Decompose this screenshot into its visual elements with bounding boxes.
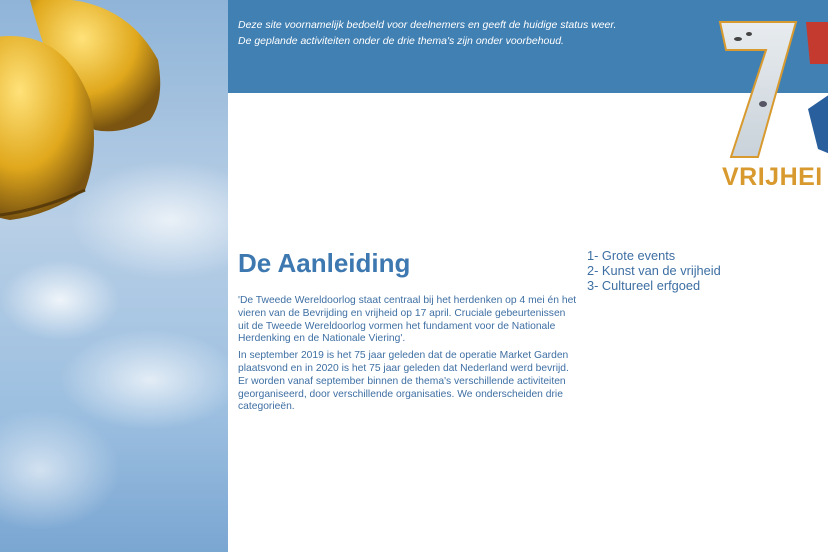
sky-parachute-image bbox=[0, 0, 228, 552]
theme-item: 2- Kunst van de vrijheid bbox=[587, 263, 721, 278]
intro-paragraph-2: In september 2019 is het 75 jaar geleden dat de operatie Market Garden plaatsvond en in 2020 is het 75 jaar geleden dat Nederland werd bevrijd. bbox=[238, 350, 569, 374]
banner-line-2: De geplande activiteiten onder de drie thema's zijn onder voorbehoud. bbox=[238, 35, 564, 47]
page-title: De Aanleiding bbox=[238, 248, 411, 278]
parachute-icon bbox=[0, 0, 228, 230]
intro-text bbox=[238, 295, 578, 418]
logo-vrijheid-text: VRIJHEI bbox=[722, 163, 823, 191]
banner-line-1: Deze site voornamelijk bedoeld voor deelnemers en geeft de huidige status weer. bbox=[238, 19, 617, 31]
theme-item: 3- Cultureel erfgoed bbox=[587, 278, 701, 293]
intro-paragraph-1: 'De Tweede Wereldoorlog staat centraal bij het herdenken op 4 mei én het vieren van de Bevrijding en vrijheid op 17 april. Cruciale gebeurtenissen uit de Tweede Wereldoorlog vormen het fundament voor de Nationale Herdenking en de Nationale Viering'. bbox=[238, 295, 577, 345]
theme-list bbox=[587, 248, 721, 293]
theme-item: 1- Grote events bbox=[587, 248, 676, 263]
intro-paragraph-3: Er worden vanaf september binnen de thema's verschillende activiteiten georganiseerd, door verschillende organisaties. We onderscheiden drie categorieën. bbox=[238, 375, 566, 413]
logo-75-icon bbox=[718, 14, 828, 164]
